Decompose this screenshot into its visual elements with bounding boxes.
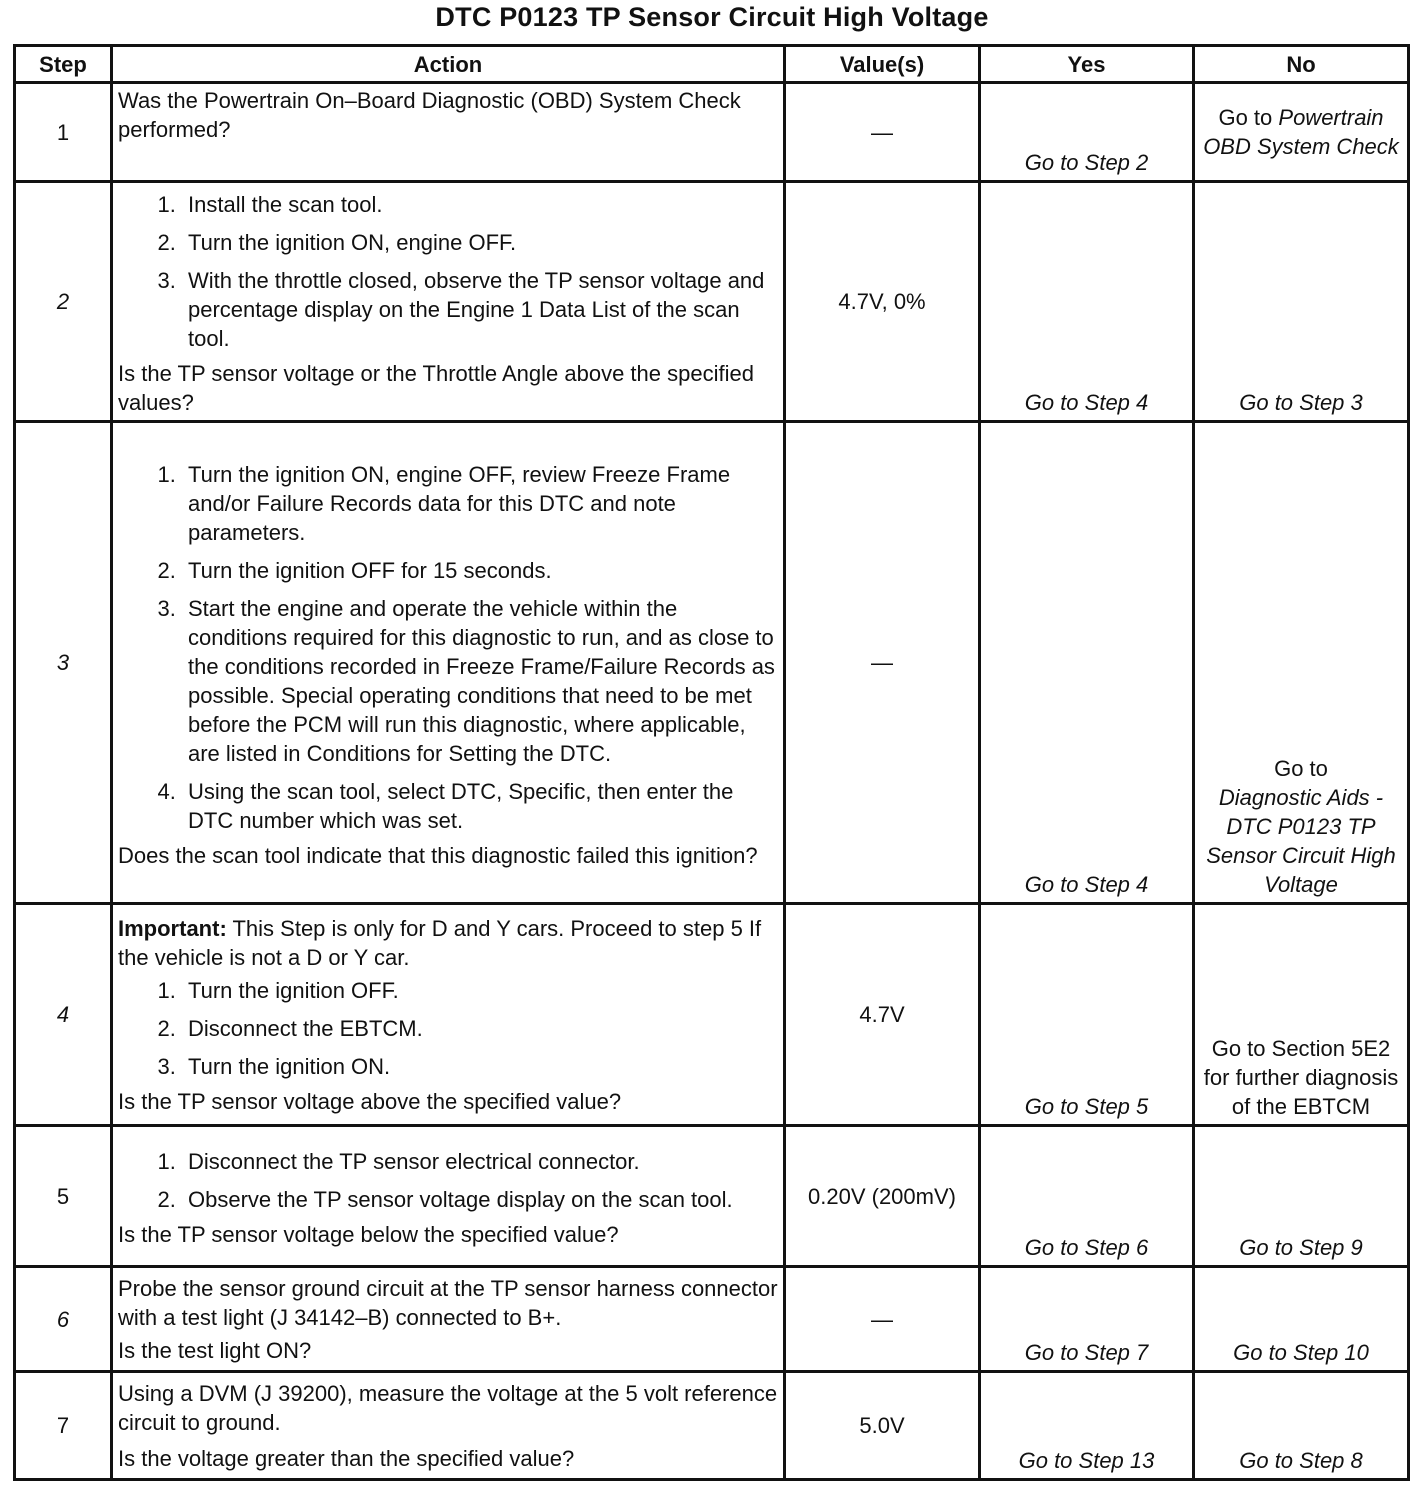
value-cell: 4.7V, 0%: [785, 182, 980, 422]
no-cell: [1194, 422, 1409, 904]
yes-link[interactable]: Go to Step 4: [980, 422, 1194, 904]
table-row: [15, 182, 1409, 422]
diagnostic-table: [13, 44, 1410, 1481]
action-list: [118, 460, 778, 835]
action-item: 2. Turn the ignition OFF for 15 seconds.: [182, 556, 778, 585]
header-step: Step: [15, 46, 112, 83]
action-item: 3. With the throttle closed, observe the TP sensor voltage and percentage display on the Engine 1 Data List of the scan tool.: [182, 266, 778, 353]
step-number: 1: [15, 83, 112, 182]
yes-link[interactable]: Go to Step 7: [980, 1267, 1194, 1372]
action-item: 1. Disconnect the TP sensor electrical connector.: [182, 1147, 778, 1176]
no-link[interactable]: Diagnostic Aids - DTC P0123 TP Sensor Circuit High Voltage: [1206, 785, 1396, 897]
table-row: [15, 1267, 1409, 1372]
action-cell: [112, 422, 785, 904]
header-no: No: [1194, 46, 1409, 83]
action-list: [118, 976, 778, 1081]
header-row: [15, 46, 1409, 83]
value-cell: —: [785, 1267, 980, 1372]
value-cell: 4.7V: [785, 904, 980, 1126]
no-prefix: Go to: [1274, 756, 1328, 781]
action-text: Was the Powertrain On–Board Diagnostic (OBD) System Check performed?: [118, 88, 741, 142]
action-item: 2. Observe the TP sensor voltage display on the scan tool.: [182, 1185, 778, 1214]
action-item: 1. Turn the ignition OFF.: [182, 976, 778, 1005]
action-list: [118, 1147, 778, 1214]
action-cell: [112, 1372, 785, 1480]
header-yes: Yes: [980, 46, 1194, 83]
action-list: [118, 190, 778, 353]
action-cell: [112, 904, 785, 1126]
step-number: 7: [15, 1372, 112, 1480]
action-question: Is the TP sensor voltage below the specified value?: [118, 1222, 619, 1247]
action-cell: [112, 1267, 785, 1372]
no-link[interactable]: Go to Step 10: [1194, 1267, 1409, 1372]
value-cell: —: [785, 83, 980, 182]
no-link[interactable]: Go to Step 9: [1194, 1126, 1409, 1267]
action-question: Does the scan tool indicate that this diagnostic failed this ignition?: [118, 842, 758, 868]
action-item: 1. Turn the ignition ON, engine OFF, review Freeze Frame and/or Failure Records data for this DTC and note parameters.: [182, 460, 778, 547]
no-prefix: Go to: [1218, 104, 1273, 130]
important-note: [118, 914, 778, 972]
action-question: Is the TP sensor voltage or the Throttle Angle above the specified values?: [118, 361, 754, 415]
step-number: 4: [15, 904, 112, 1126]
step-number: 2: [15, 182, 112, 422]
action-cell: [112, 83, 785, 182]
yes-link[interactable]: Go to Step 6: [980, 1126, 1194, 1267]
action-item: 2. Disconnect the EBTCM.: [182, 1014, 778, 1043]
no-link[interactable]: Go to Step 8: [1194, 1372, 1409, 1480]
action-item: 4. Using the scan tool, select DTC, Specific, then enter the DTC number which was set.: [182, 777, 778, 835]
action-cell: [112, 1126, 785, 1267]
table-row: [15, 83, 1409, 182]
step-number: 3: [15, 422, 112, 904]
yes-link[interactable]: Go to Step 13: [980, 1372, 1194, 1480]
step-number: 6: [15, 1267, 112, 1372]
no-link[interactable]: Powertrain OBD System Check: [1203, 104, 1399, 159]
action-item: 2. Turn the ignition ON, engine OFF.: [182, 228, 778, 257]
yes-link[interactable]: Go to Step 4: [980, 182, 1194, 422]
value-cell: 5.0V: [785, 1372, 980, 1480]
action-cell: [112, 182, 785, 422]
action-text: Using a DVM (J 39200), measure the voltage at the 5 volt reference circuit to ground.: [118, 1380, 778, 1435]
header-values: Value(s): [785, 46, 980, 83]
table-row: [15, 1126, 1409, 1267]
action-question: Is the TP sensor voltage above the specified value?: [118, 1088, 622, 1114]
yes-link[interactable]: Go to Step 5: [980, 904, 1194, 1126]
action-question: Is the voltage greater than the specified value?: [118, 1445, 575, 1471]
action-item: 3. Turn the ignition ON.: [182, 1052, 778, 1081]
action-question: Is the test light ON?: [118, 1337, 312, 1363]
action-item: 3. Start the engine and operate the vehicle within the conditions required for this diagnostic to run, and as close to the conditions recorded in Freeze Frame/Failure Records as possible. Special operating conditions that need to be met before the PCM will run this diagnostic, where applicable, are listed in Conditions for Setting the DTC.: [182, 594, 778, 768]
table-row: [15, 422, 1409, 904]
no-link[interactable]: Go to Section 5E2 for further diagnosis of the EBTCM: [1194, 904, 1409, 1126]
value-cell: —: [785, 422, 980, 904]
no-cell: [1194, 83, 1409, 182]
table-row: [15, 1372, 1409, 1480]
page-title: DTC P0123 TP Sensor Circuit High Voltage: [435, 2, 989, 32]
value-cell: 0.20V (200mV): [785, 1126, 980, 1267]
action-text: Probe the sensor ground circuit at the TP sensor harness connector with a test light (J 34142–B) connected to B+.: [118, 1275, 778, 1330]
header-action: Action: [112, 46, 785, 83]
step-number: 5: [15, 1126, 112, 1267]
no-link[interactable]: Go to Step 3: [1194, 182, 1409, 422]
table-row: [15, 904, 1409, 1126]
important-label: Important:: [118, 915, 227, 941]
important-text: This Step is only for D and Y cars. Proceed to step 5 If the vehicle is not a D or Y car.: [118, 915, 762, 970]
yes-link[interactable]: Go to Step 2: [980, 83, 1194, 182]
action-item: 1. Install the scan tool.: [182, 190, 778, 219]
